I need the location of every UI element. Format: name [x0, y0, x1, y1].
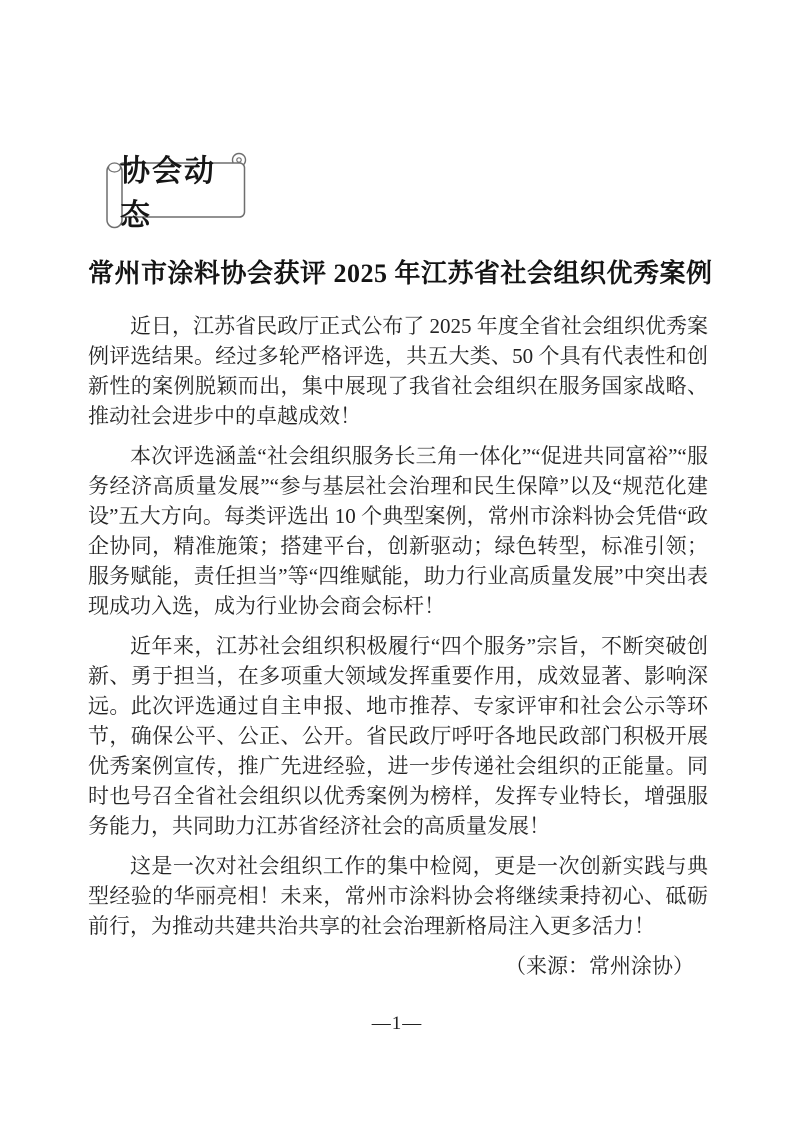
article-paragraph-2: 本次评选涵盖“社会组织服务长三角一体化”“促进共同富裕”“服务经济高质量发展”“参与基层社会治理和民生保障”以及“规范化建设”五大方向。每类评选出 10 个典型案例，常州市涂料协会凭借“政企协同，精准施策；搭建平台，创新驱动；绿色转型，标准引领；服务赋能，责任担当”等“四维赋能，助力行业高质量发展”中突出表现成功入选，成为行业协会商会标杆！	[88, 444, 708, 618]
article-body	[88, 311, 708, 991]
section-badge-label: 协会动态	[120, 155, 216, 232]
page-number: —1—	[371, 1013, 423, 1034]
article-paragraph-3: 近年来，江苏社会组织积极履行“四个服务”宗旨，不断突破创新、勇于担当，在多项重大领域发挥重要作用，成效显著、影响深远。此次评选通过自主申报、地市推荐、专家评审和社会公示等环节，确保公平、公正、公开。省民政厅呼吁各地民政部门积极开展优秀案例宣传，推广先进经验，进一步传递社会组织的正能量。同时也号召全省社会组织以优秀案例为榜样，发挥专业特长，增强服务能力，共同助力江苏省经济社会的高质量发展！	[88, 634, 708, 838]
article-paragraph-4: 这是一次对社会组织工作的集中检阅，更是一次创新实践与典型经验的华丽亮相！未来，常州市涂料协会将继续秉持初心、砥砺前行，为推动共建共治共享的社会治理新格局注入更多活力！	[88, 854, 708, 938]
section-badge	[104, 150, 256, 234]
article-paragraph-1: 近日，江苏省民政厅正式公布了 2025 年度全省社会组织优秀案例评选结果。经过多轮严格评选，共五大类、50 个具有代表性和创新性的案例脱颖而出，集中展现了我省社会组织在服务国家战略、推动社会进步中的卓越成效！	[88, 314, 708, 428]
article-title: 常州市涂料协会获评 2025 年江苏省社会组织优秀案例	[88, 259, 713, 288]
source-attribution: （来源：常州涂协）	[505, 954, 694, 978]
